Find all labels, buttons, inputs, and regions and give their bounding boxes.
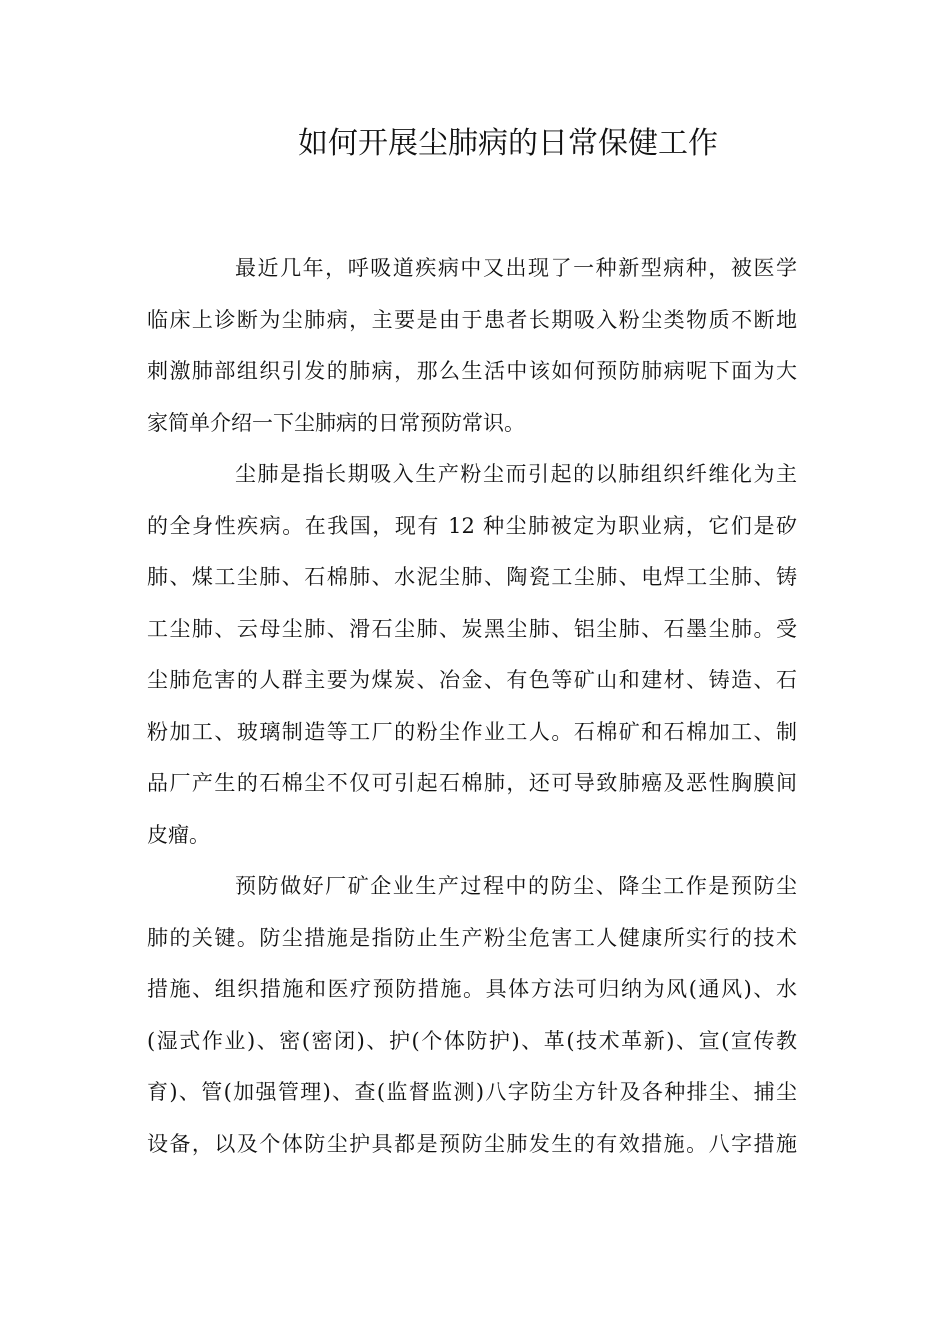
text-line: 肺、煤工尘肺、石棉肺、水泥尘肺、陶瓷工尘肺、电焊工尘肺、铸 — [147, 565, 797, 589]
text-line: 措施、组织措施和医疗预防措施。具体方法可归纳为风(通风)、水 — [147, 977, 797, 1001]
text-line: 临床上诊断为尘肺病，主要是由于患者长期吸入粉尘类物质不断地 — [147, 307, 797, 332]
text-line: 设备，以及个体防尘护具都是预防尘肺发生的有效措施。八字措施 — [147, 1131, 797, 1156]
paragraph-definition — [147, 449, 797, 861]
text-line: 刺激肺部组织引发的肺病，那么生活中该如何预防肺病呢下面为大 — [147, 359, 797, 383]
document-body — [147, 243, 797, 1170]
text-line: 粉加工、玻璃制造等工厂的粉尘作业工人。石棉矿和石棉加工、制 — [147, 719, 797, 744]
text-line: 品厂产生的石棉尘不仅可引起石棉肺，还可导致肺癌及恶性胸膜间 — [147, 771, 797, 795]
text-line: 的全身性疾病。在我国，现有 12 种尘肺被定为职业病，它们是矽 — [147, 513, 797, 538]
text-line: 尘肺危害的人群主要为煤炭、冶金、有色等矿山和建材、铸造、石 — [147, 668, 797, 692]
text-line: 家简单介绍一下尘肺病的日常预防常识。 — [147, 410, 525, 435]
text-line: 育)、管(加强管理)、查(监督监测)八字防尘方针及各种排尘、捕尘 — [147, 1080, 797, 1104]
paragraph-intro — [147, 243, 797, 449]
text-line: 工尘肺、云母尘肺、滑石尘肺、炭黑尘肺、铝尘肺、石墨尘肺。受 — [147, 616, 797, 641]
text-line: 肺的关键。防尘措施是指防止生产粉尘危害工人健康所实行的技术 — [147, 925, 797, 950]
paragraph-prevention — [147, 861, 797, 1170]
text-line: 最近几年，呼吸道疾病中又出现了一种新型病种，被医学 — [235, 256, 797, 280]
text-line: 预防做好厂矿企业生产过程中的防尘、降尘工作是预防尘 — [235, 874, 797, 898]
text-line: 尘肺是指长期吸入生产粉尘而引起的以肺组织纤维化为主 — [235, 462, 797, 486]
text-line: (湿式作业)、密(密闭)、护(个体防护)、革(技术革新)、宣(宣传教 — [147, 1028, 797, 1053]
document-title: 如何开展尘肺病的日常保健工作 — [298, 126, 718, 161]
text-line: 皮瘤。 — [147, 822, 210, 847]
